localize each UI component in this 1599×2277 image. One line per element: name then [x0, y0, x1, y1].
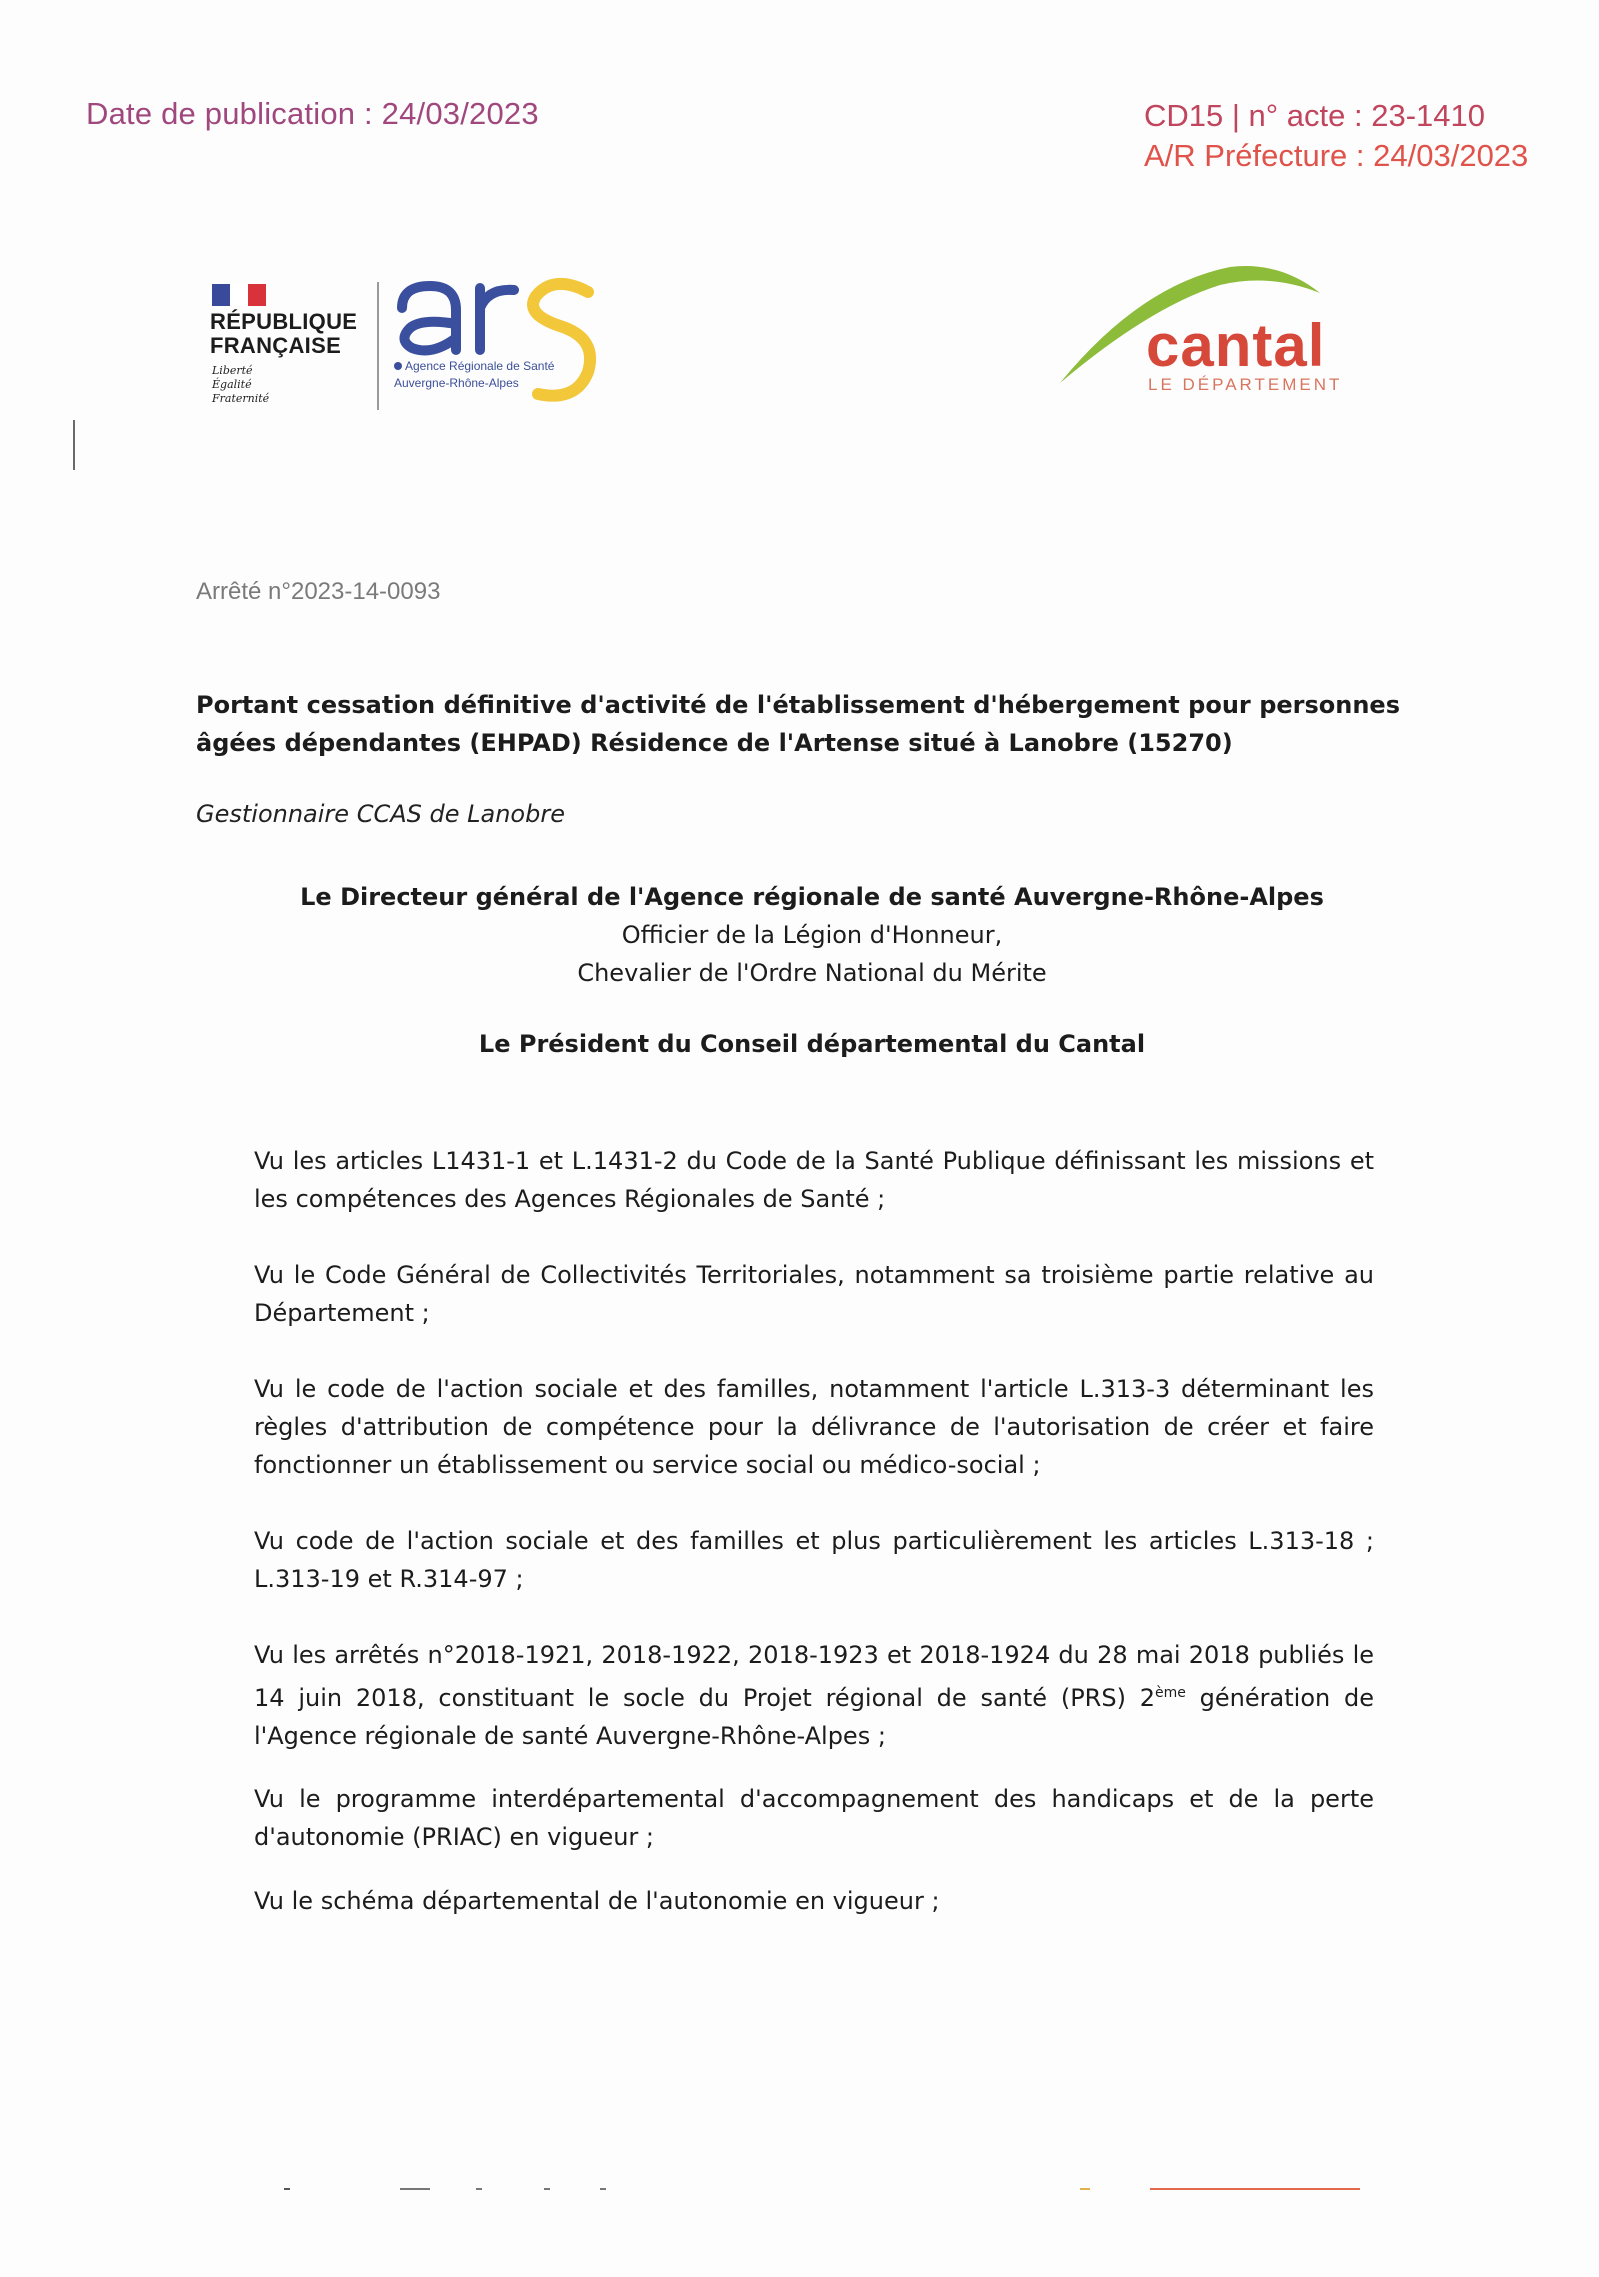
- republique-francaise-logo: [208, 280, 373, 410]
- signataire-title: Le Directeur général de l'Agence régionale de santé Auvergne-Rhône-Alpes: [300, 883, 1324, 911]
- cantal-name: cantal: [1146, 312, 1326, 379]
- visa-item: Vu le schéma départemental de l'autonomie en vigueur ;: [254, 1887, 940, 1915]
- arrete-objet: Portant cessation définitive d'activité de l'établissement d'hébergement pour personnes âgées dépendantes (EHPAD) Résidence de l'Artense situé à Lanobre (15270): [196, 691, 1400, 757]
- signataire-honor-2: Chevalier de l'Ordre National du Mérite: [577, 959, 1047, 987]
- arrete-number: Arrêté n°2023-14-0093: [196, 578, 441, 605]
- signataire-block: [196, 878, 1428, 992]
- ars-dot-icon: [394, 362, 402, 370]
- president-conseil: Le Président du Conseil départemental du Cantal: [478, 1030, 1146, 1058]
- republique-motto: Liberté Égalité Fraternité: [212, 364, 270, 405]
- marianne-flag-icon: [212, 284, 266, 306]
- acte-number: CD15 | n° acte : 23-1410: [1144, 98, 1485, 133]
- visa-item: Vu le programme interdépartemental d'accompagnement des handicaps et de la perte d'autonomie (PRIAC) en vigueur ;: [254, 1785, 1374, 1851]
- signataire-honor-1: Officier de la Légion d'Honneur,: [621, 921, 1003, 949]
- scan-artifact-line: [280, 2186, 1380, 2192]
- cantal-logo: [1050, 255, 1370, 405]
- visa-item: Vu le code de l'action sociale et des familles, notamment l'article L.313-3 déterminant les règles d'attribution de compétence pour la délivrance de l'autorisation de créer et faire fonctionner un établissement ou service social ou médico-social ;: [254, 1375, 1374, 1479]
- visa-item: Vu le Code Général de Collectivités Territoriales, notamment sa troisième partie relative au Département ;: [254, 1261, 1374, 1327]
- logo-divider: [377, 282, 379, 410]
- republique-title: RÉPUBLIQUE FRANÇAISE: [210, 309, 358, 358]
- publication-date: Date de publication : 24/03/2023: [86, 96, 539, 131]
- visa-item: Vu les arrêtés n°2018-1921, 2018-1922, 2018-1923 et 2018-1924 du 28 mai 2018 publiés le 14 juin 2018, constituant le socle du Projet régional de santé (PRS) 2ème génération de l'Agence régionale de santé Auvergne-Rhône-Alpes ;: [254, 1641, 1374, 1750]
- visa-item: Vu code de l'action sociale et des familles et plus particulièrement les articles L.313-18 ; L.313-19 et R.314-97 ;: [254, 1527, 1374, 1593]
- scan-margin-mark: [73, 420, 75, 470]
- prefecture-receipt: A/R Préfecture : 24/03/2023: [1144, 138, 1529, 173]
- ars-logo: [392, 268, 622, 418]
- visa-item: Vu les articles L1431-1 et L.1431-2 du Code de la Santé Publique définissant les missions et les compétences des Agences Régionales de Santé ;: [254, 1147, 1374, 1213]
- ars-wordmark-icon: [392, 268, 622, 418]
- cantal-subtitle: LE DÉPARTEMENT: [1148, 375, 1343, 394]
- ars-subtitle: Agence Régionale de Santé Auvergne-Rhône-Alpes: [394, 359, 555, 390]
- gestionnaire: Gestionnaire CCAS de Lanobre: [196, 800, 565, 828]
- acte-stamp: [1144, 96, 1528, 176]
